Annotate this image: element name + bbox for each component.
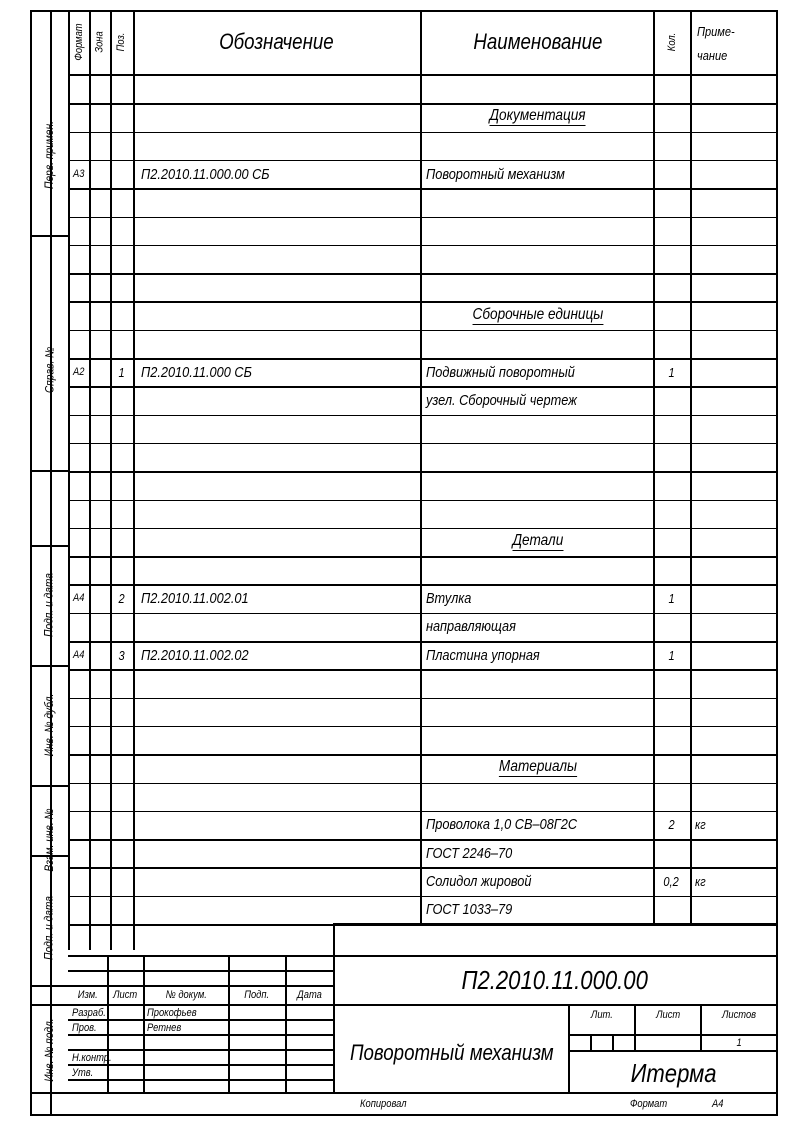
stamp-role-nkontr: [72, 1051, 142, 1066]
stamp-role-label: Н.контр.: [72, 1052, 112, 1064]
footer-format-label: Формат: [630, 1097, 668, 1110]
stamp-organization: [572, 1055, 776, 1091]
table-cell-name: [426, 613, 653, 641]
stamp-role-blank: [72, 1036, 142, 1051]
table-cell-name: [426, 358, 653, 386]
column-header-label: Кол.: [665, 32, 678, 52]
stamp-sheet-header: [636, 1007, 700, 1024]
stamp-header-list: [108, 987, 143, 1004]
table-cell-format-text: А3: [72, 167, 85, 180]
table-cell-qty-text: 1: [668, 591, 675, 607]
table-cell-qty: [653, 867, 690, 895]
table-section-heading: [422, 103, 653, 131]
col-rule-note: [690, 10, 692, 925]
table-cell-name: [426, 811, 653, 839]
stamp-vrule-list: [143, 955, 145, 1092]
table-cell-name-text: ГОСТ 1033–79: [426, 901, 513, 919]
stamp-header-izm: [68, 987, 107, 1004]
stamp-designation-label: П2.2010.11.000.00: [461, 965, 649, 995]
table-cell-name: [426, 867, 653, 895]
table-cell-name-text: Втулка: [426, 590, 472, 608]
stamp-title-label: Поворотный механизм: [350, 1040, 554, 1065]
stamp-role-prov: [72, 1021, 142, 1036]
stamp-designation: [340, 960, 770, 1000]
stamp-col-left: [333, 923, 335, 1094]
col-rule-designation: [133, 10, 135, 950]
table-cell-designation-text: П2.2010.11.000 СБ: [141, 363, 252, 381]
stamp-title: [336, 1034, 568, 1072]
stamp-organization-label: Итерма: [630, 1058, 717, 1088]
col-rule-qty: [653, 10, 655, 925]
caption-sep-7: [30, 985, 68, 987]
caption-sep-1: [30, 235, 68, 237]
stamp-sheets-label: Листов: [721, 1009, 757, 1021]
table-cell-name: [426, 896, 653, 924]
column-header-label: Обозначение: [219, 29, 334, 54]
side-caption-perv-primen: [30, 85, 68, 225]
column-header-name: [422, 10, 653, 74]
table-cell-designation: [141, 641, 420, 669]
table-row-rule: [68, 839, 778, 841]
stamp-lit-label: Лит.: [591, 1009, 613, 1021]
table-cell-format: [68, 160, 89, 188]
stamp-sheets-header: [702, 1007, 776, 1024]
table-row-rule: [68, 273, 778, 275]
table-section-heading-text: Детали: [512, 531, 563, 549]
column-header-label: Поз.: [115, 32, 128, 52]
stamp-header-podp: [229, 987, 285, 1004]
table-cell-designation-text: П2.2010.11.002.01: [141, 590, 249, 608]
column-header-designation: [133, 10, 420, 74]
side-caption-label: Справ. №: [42, 346, 57, 394]
table-cell-name-text: Проволока 1,0 СВ–08Г2С: [426, 816, 578, 834]
table-row-rule: [68, 500, 778, 502]
table-cell-qty-text: 2: [668, 817, 675, 833]
column-header-qty: [653, 10, 690, 74]
stamp-vrule-lit-b: [612, 1034, 614, 1051]
side-caption-inv-dubl: [30, 665, 68, 785]
stamp-header-label: Дата: [297, 989, 322, 1001]
table-section-heading-text: Документация: [489, 107, 586, 125]
stamp-sheets-value: [702, 1036, 776, 1051]
table-row-rule: [68, 471, 778, 473]
table-section-heading: [422, 528, 653, 556]
table-cell-format-text: А4: [72, 592, 85, 605]
stamp-header-label: № докум.: [165, 989, 207, 1001]
table-cell-note: [695, 867, 775, 895]
side-caption-label: Инв. № подл.: [42, 1018, 56, 1082]
table-row-rule: [68, 896, 778, 898]
stamp-person-label: Ретнев: [147, 1022, 182, 1034]
side-caption-podp-data-2: [30, 870, 68, 985]
table-row-rule: [68, 188, 778, 190]
table-cell-name-text: Поворотный механизм: [426, 165, 565, 183]
table-cell-designation: [141, 160, 420, 188]
side-caption-label: Инв. № дубл.: [42, 693, 56, 757]
stamp-role-label: Утв.: [72, 1067, 94, 1079]
table-row-rule: [68, 217, 778, 219]
table-row-rule: [68, 330, 778, 332]
table-cell-name: [426, 584, 653, 612]
table-cell-qty: [653, 358, 690, 386]
stamp-header-label: Изм.: [77, 989, 98, 1001]
stamp-person-razrab: [147, 1006, 237, 1021]
table-cell-designation: [141, 584, 420, 612]
stamp-header-data: [286, 987, 333, 1004]
table-row-rule: [68, 698, 778, 700]
table-cell-name-text: Пластина упорная: [426, 646, 540, 664]
table-cell-format: [68, 358, 89, 386]
table-cell-name: [426, 386, 653, 414]
table-cell-name-text: Подвижный поворотный: [426, 363, 575, 381]
table-row-rule: [68, 245, 778, 247]
col-rule-pos: [110, 10, 112, 950]
table-header-rule: [68, 74, 778, 76]
table-cell-name-text: Солидол жировой: [426, 873, 532, 891]
column-header-note-line1: [697, 22, 777, 40]
table-row-rule: [68, 556, 778, 558]
table-cell-pos: [110, 641, 133, 669]
frame-right: [776, 10, 778, 1116]
stamp-header-label: Подп.: [244, 989, 270, 1001]
table-row-rule: [68, 443, 778, 445]
table-cell-designation: [141, 358, 420, 386]
table-cell-note: [695, 811, 775, 839]
frame-bottom: [30, 1114, 778, 1116]
column-header-note-line2: [697, 46, 777, 64]
table-cell-qty-text: 1: [668, 647, 675, 663]
stamp-role-label: Пров.: [72, 1022, 97, 1034]
stamp-sheets-value-label: 1: [736, 1037, 742, 1049]
table-section-heading-text: Сборочные единицы: [472, 305, 603, 323]
table-cell-note-text: кг: [695, 817, 706, 833]
side-caption-label: Взам. инв. №: [42, 808, 57, 872]
stamp-role-razrab: [72, 1006, 142, 1021]
stamp-bottom-rule: [30, 1092, 778, 1094]
stamp-header-label: Лист: [113, 989, 138, 1001]
table-cell-name-text: направляющая: [426, 618, 516, 636]
stamp-lit-header: [570, 1007, 634, 1024]
stamp-person-label: Прокофьев: [147, 1007, 197, 1019]
table-cell-pos: [110, 358, 133, 386]
table-row-rule: [68, 613, 778, 615]
stamp-top-rule: [333, 923, 778, 925]
side-caption-label: Подп. и дата: [42, 895, 56, 960]
table-cell-qty: [653, 584, 690, 612]
table-cell-format: [68, 584, 89, 612]
stamp-header-dokum: [144, 987, 228, 1004]
table-cell-name: [426, 839, 653, 867]
table-row-rule: [68, 669, 778, 671]
side-caption-label: Подп. и дата: [42, 573, 56, 637]
table-row-rule: [68, 415, 778, 417]
column-header-label: Зона: [93, 31, 106, 53]
table-cell-pos-text: 2: [118, 591, 125, 607]
table-cell-qty: [653, 641, 690, 669]
table-cell-pos-text: 3: [118, 647, 125, 663]
table-cell-format: [68, 641, 89, 669]
side-caption-label: Перв. примен.: [42, 121, 57, 189]
table-section-heading: [422, 301, 653, 329]
table-cell-qty-text: 0,2: [663, 874, 680, 890]
table-cell-qty-text: 1: [668, 364, 675, 380]
footer-format-value: [712, 1096, 762, 1112]
table-cell-name: [426, 641, 653, 669]
table-cell-name: [426, 160, 653, 188]
stamp-sheet-label: Лист: [655, 1009, 681, 1021]
side-caption-podp-data-1: [30, 545, 68, 665]
column-header-label: Наименование: [472, 29, 603, 54]
stamp-person-prov: [147, 1021, 237, 1036]
stamp-role-label: Разраб.: [72, 1007, 106, 1019]
table-section-heading-text: Материалы: [498, 758, 577, 776]
table-cell-name-text: ГОСТ 2246–70: [426, 844, 513, 862]
table-cell-designation-text: П2.2010.11.002.02: [141, 646, 249, 664]
footer-format: [630, 1096, 720, 1112]
table-cell-designation-text: П2.2010.11.000.00 СБ: [141, 165, 270, 183]
table-section-heading: [422, 754, 653, 782]
stamp-role-utv: [72, 1066, 142, 1081]
column-header-format: [68, 10, 89, 74]
table-cell-name-text: узел. Сборочный чертеж: [426, 391, 577, 409]
table-cell-qty: [653, 811, 690, 839]
column-header-label: Формат: [72, 23, 85, 61]
table-row-rule: [68, 783, 778, 785]
table-row-rule: [68, 132, 778, 134]
table-cell-note-text: кг: [695, 874, 706, 890]
footer-copied-label: Копировал: [360, 1097, 407, 1110]
table-cell-pos: [110, 584, 133, 612]
stamp-vrule-lit-a: [590, 1034, 592, 1051]
side-caption-sprav-no: [30, 300, 68, 440]
stamp-rule-a: [68, 955, 778, 957]
table-cell-format-text: А2: [72, 365, 85, 378]
table-cell-pos-text: 1: [118, 364, 125, 380]
col-rule-name: [420, 10, 422, 925]
table-row-rule: [68, 386, 778, 388]
column-header-pos: [110, 10, 133, 74]
column-header-zone: [89, 10, 110, 74]
table-cell-format-text: А4: [72, 648, 85, 661]
column-header-label: Приме-: [697, 23, 735, 39]
table-row-rule: [68, 726, 778, 728]
column-header-label: чание: [697, 47, 728, 63]
footer-copied: [360, 1096, 510, 1112]
footer-format-value-label: А4: [712, 1097, 724, 1110]
stamp-vrule-podp: [285, 955, 287, 1092]
caption-sep-2: [30, 470, 68, 472]
col-rule-format-left: [68, 10, 70, 950]
col-rule-zone: [89, 10, 91, 950]
